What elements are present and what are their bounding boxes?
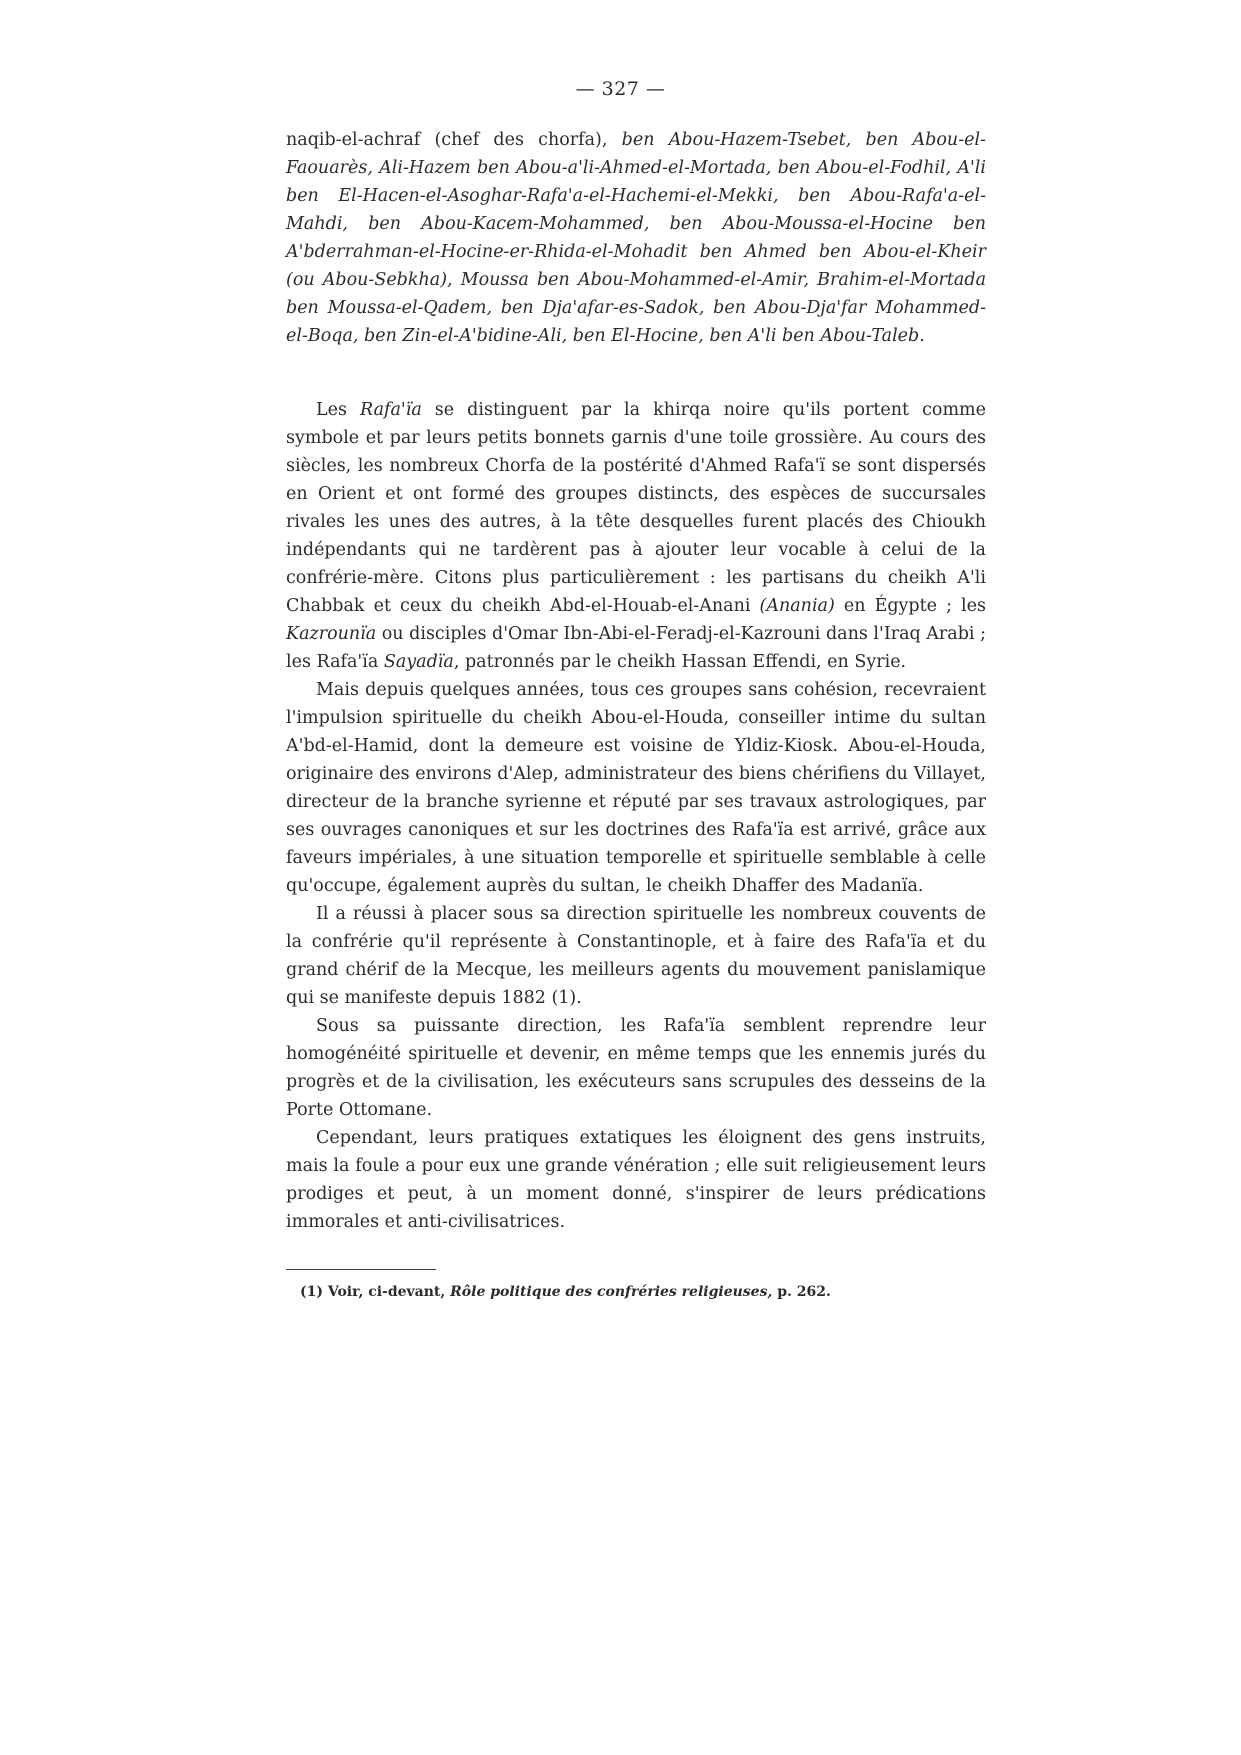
footnote-text: (1) Voir, ci-devant, [300,1284,451,1300]
body-text [286,396,986,1236]
text-run-italic: Sayadïa [383,652,454,672]
footnote [300,1282,1000,1302]
footnote-divider [286,1269,436,1270]
text-run: en Égypte ; les [834,596,986,616]
text-run: ou disciples d'Omar Ibn-Abi-el-Feradj-el-Kazrouni dans l'Iraq Arabi ; les Rafa'ïa [286,624,986,672]
paragraph-abou-el-houda: Mais depuis quelques années, tous ces groupes sans cohésion, recevraient l'impulsion spirituelle du cheikh Abou-el-Houda, conseiller intime du sultan A'bd-el-Hamid, dont la demeure est voisine de Yldiz-Kiosk. Abou-el-Houda, originaire des environs d'Alep, administrateur des biens chérifiens du Villayet, directeur de la branche syrienne et réputé par ses travaux astrologiques, par ses ouvrages canoniques et sur les doctrines des Rafa'ïa est arrivé, grâce aux faveurs impériales, à une situation temporelle et spirituelle semblable à celle qu'occupe, également auprès du sultan, le cheikh Dhaffer des Madanïa. [286,680,986,896]
text-run-italic: (Anania) [759,596,835,616]
genealogy-lead: naqib-el-achraf (chef des chorfa), [286,130,608,150]
page-number: — 327 — [575,78,666,100]
paragraph-rafaia-description [286,396,986,676]
text-run: Les [316,400,360,420]
genealogy-names: ben Abou-Hazem-Tsebet, ben Abou-el-Faouarès, Ali-Hazem ben Abou-a'li-Ahmed-el-Mortada, ben Abou-el-Fodhil, A'li ben El-Hacen-el-Asoghar-Rafa'a-el-Hachemi-el-Mekki, ben Abou-Rafa'a-el-Mahdi, ben Abou-Kacem-Mohammed, ben Abou-Moussa-el-Hocine ben A'bderrahman-el-Hocine-er-Rhida-el-Mohadit ben Ahmed ben Abou-el-Kheir (ou Abou-Sebkha), Moussa ben Abou-Mohammed-el-Amir, Brahim-el-Mortada ben Moussa-el-Qadem, ben Dja'afar-es-Sadok, ben Abou-Dja'far Mohammed-el-Boqa, ben Zin-el-A'bidine-Ali, ben El-Hocine, ben A'li ben Abou-Taleb. [286,130,986,346]
paragraph-pratiques: Cependant, leurs pratiques extatiques les éloignent des gens instruits, mais la foule a pour eux une grande vénération ; elle suit religieusement leurs prodiges et peut, à un moment donné, s'inspirer de leurs prédications immorales et anti-civilisatrices. [286,1128,986,1232]
paragraph-direction: Sous sa puissante direction, les Rafa'ïa semblent reprendre leur homogénéité spirituelle et devenir, en même temps que les ennemis jurés du progrès et de la civilisation, les exécuteurs sans scrupules des desseins de la Porte Ottomane. [286,1016,986,1120]
text-run-italic: Kazrounïa [286,624,377,644]
text-run: se distinguent par la khirqa noire qu'ils portent comme symbole et par leurs petits bonnets garnis d'une toile grossière. Au cours des siècles, les nombreux Chorfa de la postérité d'Ahmed Rafa'ï se sont dispersés en Orient et ont formé des groupes distincts, des espèces de succursales rivales les unes des autres, à la tête desquelles furent placés des Chioukh indépendants qui ne tardèrent pas à ajouter leur vocable à celui de la confrérie-mère. Citons plus particulièrement : les partisans du cheikh A'li Chabbak et ceux du cheikh Abd-el-Houab-el-Anani [286,400,986,616]
text-run-italic: Rafa'ïa [360,400,422,420]
footnote-title: Rôle politique des confréries religieuses, [450,1284,773,1300]
footnote-page: p. 262. [772,1284,831,1300]
genealogy-paragraph [286,126,986,350]
paragraph-constantinople: Il a réussi à placer sous sa direction spirituelle les nombreux couvents de la confrérie qu'il représente à Constantinople, et à faire des Rafa'ïa et du grand chérif de la Mecque, les meilleurs agents du mouvement panislamique qui se manifeste depuis 1882 (1). [286,904,986,1008]
text-run: , patronnés par le cheikh Hassan Effendi, en Syrie. [453,652,907,672]
